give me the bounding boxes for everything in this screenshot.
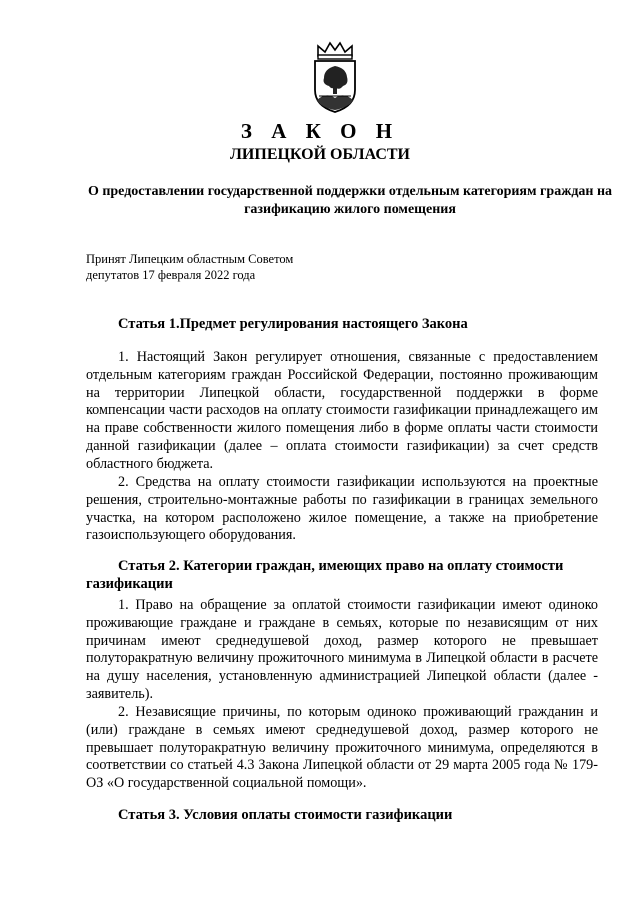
adoption-line-2: депутатов 17 февраля 2022 года xyxy=(86,268,256,282)
coat-of-arms-icon xyxy=(310,40,360,114)
article-1-paragraph-2: 2. Средства на оплату стоимости газификации используются на проектные решения, строительно-монтажные работы по газификации в границах земельного участка, на котором расположено жилое помещение, а также на приобретение газоиспользующего оборудования. xyxy=(86,474,598,544)
article-1-paragraph-1: 1. Настоящий Закон регулирует отношения, связанные с предоставлением отдельным категориям граждан Российской Федерации, постоянно проживающим на территории Липецкой области, государственной поддержки в форме компенсации части расходов на оплату стоимости газификации принадлежащего им на праве собственности жилого помещения либо в форме оплаты части стоимости данной газификации (далее – оплата стоимости газификации) за счет средств областного бюджета. xyxy=(86,349,598,472)
article-3-heading: Статья 3. Условия оплаты стоимости газификации xyxy=(118,807,453,823)
adoption-note xyxy=(86,251,386,283)
article-2-paragraph-2: 2. Независящие причины, по которым одиноко проживающий гражданин и (или) граждане в семьях имеют среднедушевой доход, размер которого не превышает полуторакратную величину прожиточного минимума, определяются в соответствии со статьей 4.3 Закона Липецкой области от 29 марта 2005 года № 179-ОЗ «О государственной социальной помощи». xyxy=(86,704,598,792)
article-2-paragraph-1: 1. Право на обращение за оплатой стоимости газификации имеют одиноко проживающие граждане и граждане в семьях, которые по независящим от них причинам имеют среднедушевой доход, размер которого не превышает полуторакратную величину прожиточного минимума в Липецкой области в расчете на душу населения, установленную администрацией Липецкой области (далее - заявитель). xyxy=(86,597,598,702)
adoption-line-1: Принят Липецким областным Советом xyxy=(86,252,294,266)
law-title: З А К О Н xyxy=(240,119,400,143)
law-subtitle: ЛИПЕЦКОЙ ОБЛАСТИ xyxy=(230,146,410,163)
article-2-heading: Статья 2. Категории граждан, имеющих право на оплату стоимости газификации xyxy=(86,558,564,592)
article-1-heading: Статья 1.Предмет регулирования настоящего Закона xyxy=(118,316,468,332)
document-title: О предоставлении государственной поддержки отдельным категориям граждан на газификацию жилого помещения xyxy=(87,184,613,217)
